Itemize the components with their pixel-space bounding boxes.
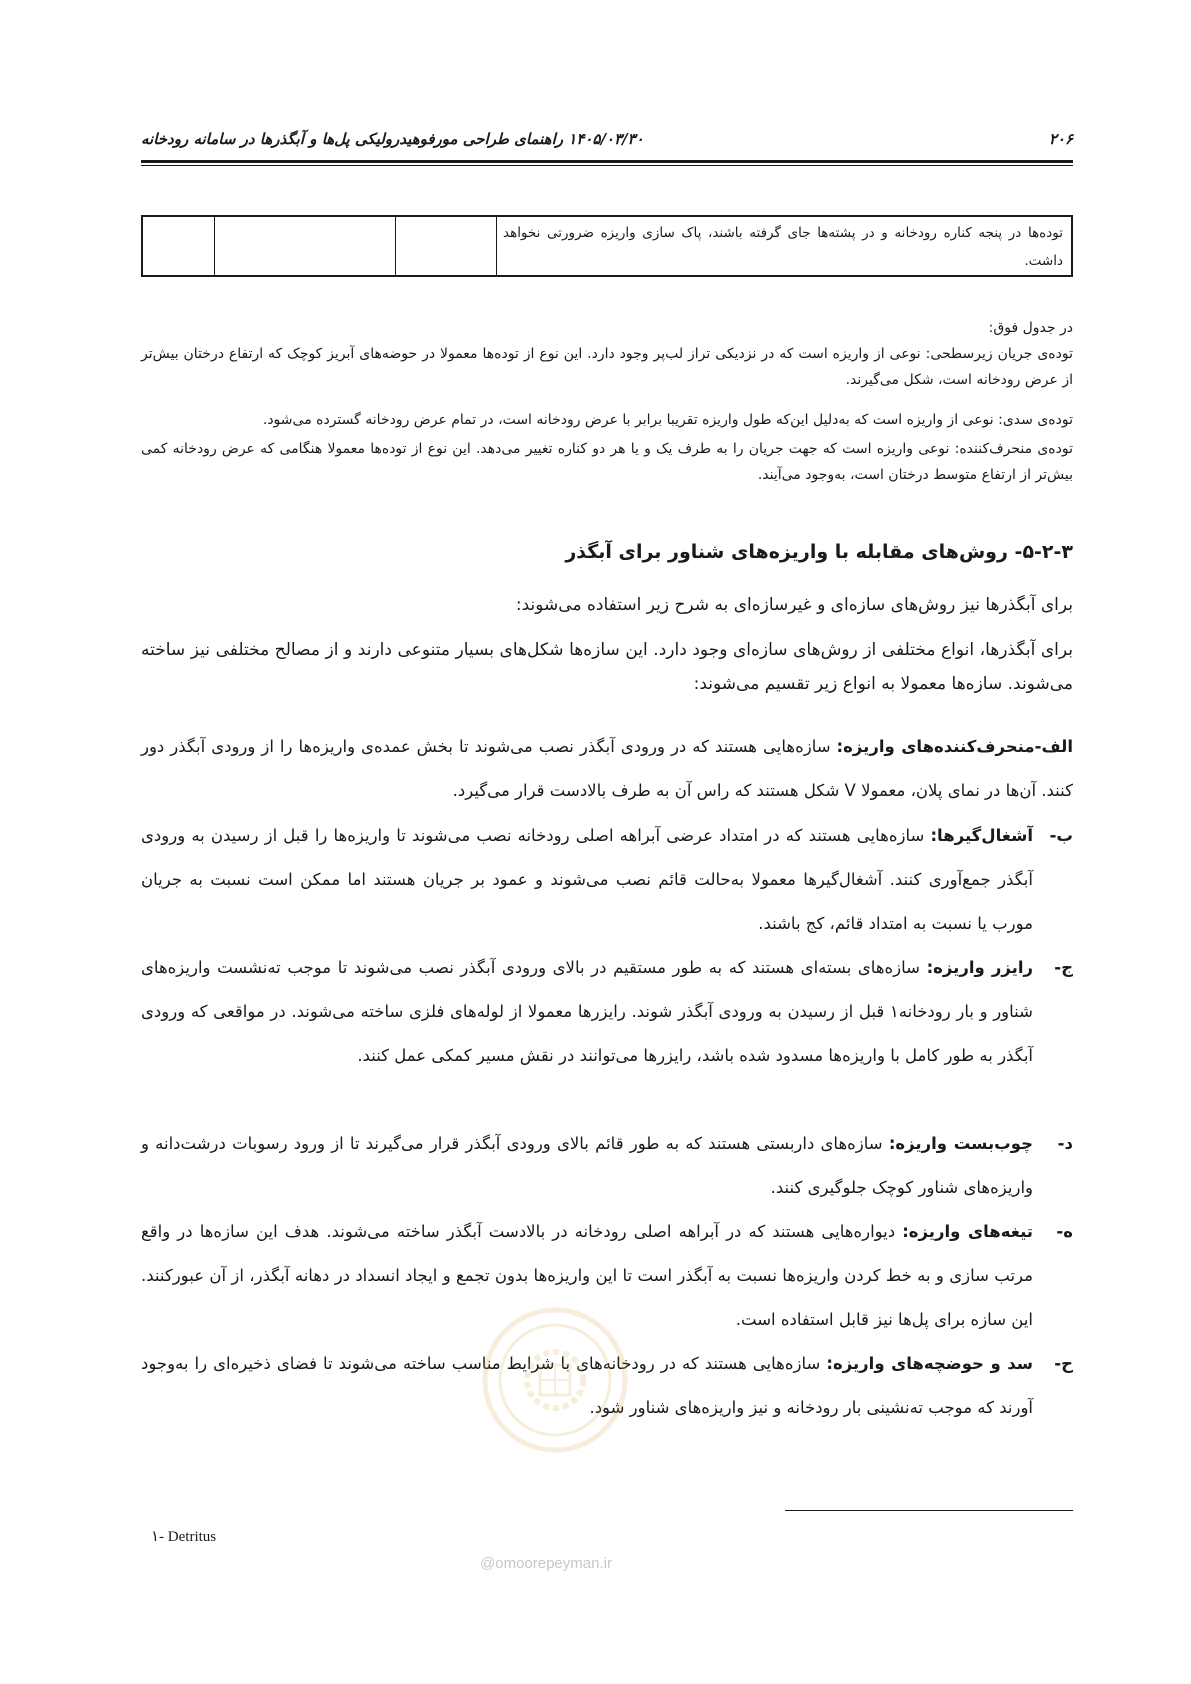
footnote-rule xyxy=(785,1510,1073,1511)
header-rule-thick xyxy=(141,160,1073,163)
list-item-text: سازه‌هایی هستند که در امتداد عرضی آبراهه اصلی رودخانه نصب می‌شوند تا واریزه‌ها را قبل از رسیدن به ورودی آبگذر جمع‌آوری کنند. آشغال‌گیرها معمولا به‌حالت قائم نصب می‌شوند و عمود بر جریان هستند اما ممکن است نسبت به جریان مورب یا نسبت به امتداد قائم، کج باشند. xyxy=(141,826,1033,933)
list-item xyxy=(141,725,1073,813)
list-item-marker: ج- xyxy=(1054,958,1073,977)
list-item-body xyxy=(141,1122,1033,1210)
list-item-marker: ب- xyxy=(1049,826,1073,845)
list-item-keyword: چوب‌بست واریزه: xyxy=(888,1134,1033,1153)
note-subsurface-jam: توده‌ی جریان زیرسطحی: نوعی از واریزه است که در نزدیکی تراز لب‌پر وجود دارد. این نوع از توده‌ها معمولا در حوضه‌های آبریز کوچک که ارتفاع درختان بیش‌تر از عرض رودخانه است، شکل می‌گیرند. xyxy=(141,346,1073,388)
section-paragraph: برای آبگذرها نیز روش‌های سازه‌ای و غیرسازه‌ای به شرح زیر استفاده می‌شوند: xyxy=(515,595,1073,615)
table-cell-description xyxy=(497,216,1073,276)
list-item-body xyxy=(141,814,1033,946)
list-item xyxy=(141,946,1073,1078)
table-continuation xyxy=(141,215,1073,277)
list-item-body xyxy=(141,946,1033,1078)
list-item-text: سازه‌های داربستی هستند که به طور قائم بالای ورودی آبگذر قرار می‌گیرند تا از ورود رسوبات درشت‌دانه و واریزه‌های شناور کوچک جلوگیری کنند. xyxy=(141,1134,1033,1197)
section-paragraph: برای آبگذرها، انواع مختلفی از روش‌های سازه‌ای وجود دارد. این سازه‌ها شکل‌های بسیار متنوعی دارند و از مصالح مختلفی نیز ساخته می‌شوند. سازه‌ها معمولا به انواع زیر تقسیم می‌شوند: xyxy=(141,640,1073,694)
list-item-keyword: آشغال‌گیرها: xyxy=(930,826,1033,845)
table-cell-empty xyxy=(215,216,396,276)
notes-intro: در جدول فوق: xyxy=(988,320,1073,336)
list-item-text: سازه‌های بسته‌ای هستند که به طور مستقیم در بالای ورودی آبگذر نصب می‌شوند تا موجب ته‌نشست واریزه‌های شناور و بار رودخانه۱ قبل از رسیدن به ورودی آبگذر شوند. رایزرها معمولا از لوله‌های فلزی ساخته می‌شوند. در مواقعی که ورودی آبگذر به طور کامل با واریزه‌ها مسدود شده باشد، رایزرها می‌توانند در نقش مسیر کمکی عمل کنند. xyxy=(141,958,1033,1065)
list-item-keyword: تیغه‌های واریزه: xyxy=(902,1222,1033,1241)
list-item-keyword: رایزر واریزه: xyxy=(926,958,1033,977)
table-row xyxy=(142,216,1072,276)
header-rule-thin xyxy=(141,165,1073,166)
footnote: ۱- Detritus xyxy=(151,1529,217,1545)
list-item-text: دیواره‌هایی هستند که در آبراهه اصلی رودخانه در بالادست آبگذر ساخته می‌شوند. هدف این سازه‌ها در واقع مرتب سازی و به خط کردن واریزه‌ها نسبت به آبگذر است تا این واریزه‌ها بدون تجمع و ایجاد انسداد در دهانه آبگذر، از آن عبورکنند. این سازه برای پل‌ها نیز قابل استفاده است. xyxy=(141,1222,1033,1329)
table-cell-text: توده‌ها در پنجه کناره رودخانه و در پشته‌ها جای گرفته باشند، پاک سازی واریزه ضرورتی نخواهد داشت. xyxy=(503,225,1063,269)
list-item-body xyxy=(141,725,1073,813)
list-item-keyword: منحرف‌کننده‌های واریزه: xyxy=(836,737,1035,756)
list-item-marker: ه- xyxy=(1056,1222,1073,1241)
running-header xyxy=(141,128,1073,152)
watermark-text: @omoorepeyman.ir xyxy=(480,1555,612,1572)
list-item-keyword: سد و حوضچه‌های واریزه: xyxy=(826,1354,1033,1373)
list-item-text: سازه‌هایی هستند که در ورودی آبگذر نصب می‌شوند تا بخش عمده‌ی واریزه‌ها را از ورودی آبگذر دور کنند. آن‌ها در نمای پلان، معمولا V شکل هستند که راس آن به طرف بالادست قرار می‌گیرد. xyxy=(141,737,1073,800)
list-item-marker: ح- xyxy=(1054,1354,1073,1373)
list-item-marker: الف- xyxy=(1034,737,1073,756)
page-number: ۲۰۶ xyxy=(1048,130,1073,148)
watermark-seal-icon xyxy=(480,1305,630,1455)
section-heading: ۵-۲-۳- روش‌های مقابله با واریزه‌های شناور برای آبگذر xyxy=(565,541,1073,563)
list-item xyxy=(141,814,1073,946)
note-dam-jam: توده‌ی سدی: نوعی از واریزه است که به‌دلیل این‌که طول واریزه تقریبا برابر با عرض رودخانه است، در تمام عرض رودخانه گسترده می‌شود. xyxy=(262,412,1073,428)
running-title: ۱۴۰۵/۰۳/۳۰ راهنمای طراحی مورفوهیدرولیکی پل‌ها و آبگذرها در سامانه رودخانه xyxy=(141,130,644,148)
list-item xyxy=(141,1122,1073,1210)
table-cell-empty xyxy=(396,216,497,276)
list-item-marker: د- xyxy=(1057,1134,1073,1153)
list-item-text: سازه‌هایی هستند که در رودخانه‌های با شرایط مناسب ساخته می‌شوند تا فضای ذخیره‌ای را به‌وجود آورند که موجب ته‌نشینی بار رودخانه و نیز واریزه‌های شناور شود. xyxy=(141,1354,1033,1417)
note-deflector-jam: توده‌ی منحرف‌کننده: نوعی واریزه است که جهت جریان را به طرف یک و یا هر دو کناره تغییر می‌دهد. این نوع از توده‌ها معمولا هنگامی که عرض رودخانه کمی بیش‌تر از ارتفاع متوسط درختان است، به‌وجود می‌آیند. xyxy=(141,441,1073,483)
table-cell-empty xyxy=(142,216,215,276)
